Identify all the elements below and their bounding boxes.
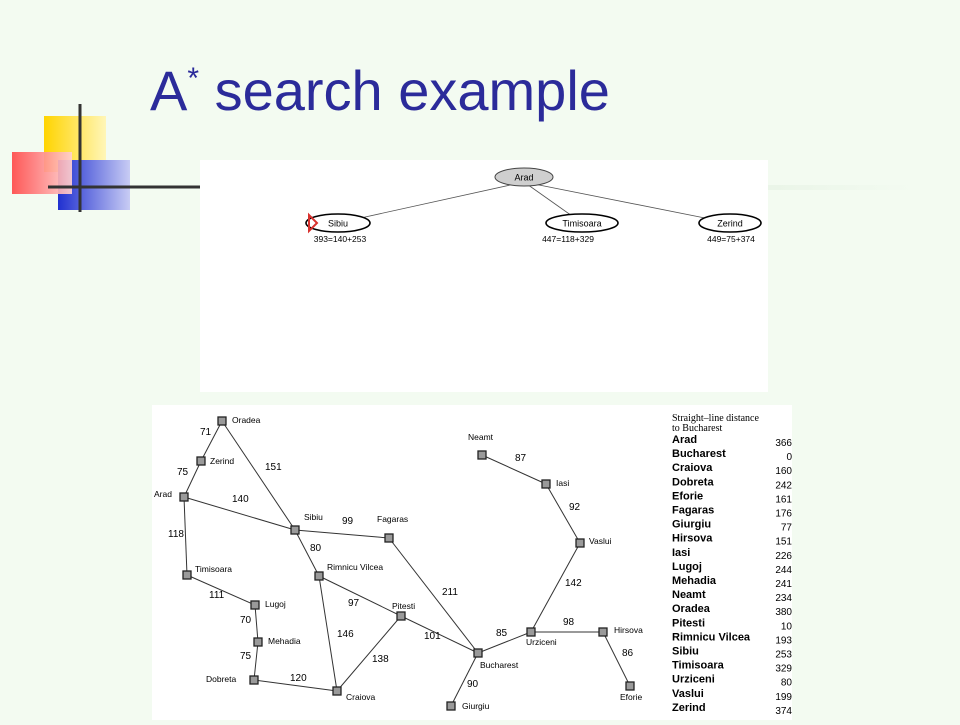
sld-row-city: Timisoara: [672, 659, 724, 672]
road-rimnicu-vilcea-pitesti: [319, 576, 401, 616]
road-distance-label: 118: [168, 529, 184, 540]
city-label-arad: Arad: [154, 489, 172, 499]
city-marker-bucharest: [474, 649, 482, 657]
road-mehadia-dobreta: [254, 642, 258, 680]
sld-row-distance: 380: [775, 607, 792, 619]
city-marker-dobreta: [250, 676, 258, 684]
sld-row-distance: 253: [775, 649, 792, 661]
city-marker-eforie: [626, 682, 634, 690]
sld-row-distance: 242: [775, 480, 792, 492]
city-marker-fagaras: [385, 534, 393, 542]
sld-row-city: Lugoj: [672, 560, 702, 573]
logo-square-yellow: [44, 116, 106, 172]
city-marker-mehadia: [254, 638, 262, 646]
road-rimnicu-vilcea-craiova: [319, 576, 337, 691]
sld-row-distance: 77: [780, 522, 792, 534]
sld-row-city: Dobreta: [672, 476, 714, 489]
road-distance-label: 90: [467, 679, 479, 690]
city-label-zerind: Zerind: [210, 456, 235, 466]
road-distance-label: 80: [310, 543, 322, 554]
road-distance-label: 120: [290, 673, 307, 684]
road-distance-label: 92: [569, 502, 581, 513]
road-oradea-sibiu: [222, 421, 295, 530]
sld-row-city: Neamt: [672, 589, 706, 602]
roads-layer: [168, 421, 634, 706]
road-distance-label: 140: [232, 494, 249, 505]
title-asterisk: *: [187, 62, 200, 95]
slide-title: [150, 58, 610, 123]
title-rest: search example: [199, 59, 610, 122]
city-label-bucharest: Bucharest: [480, 660, 519, 670]
road-distance-label: 97: [348, 598, 360, 609]
road-distance-label: 101: [424, 631, 441, 642]
search-tree: [200, 160, 768, 392]
road-distance-label: 111: [209, 590, 225, 601]
sld-row-distance: 199: [775, 691, 792, 703]
sld-row-city: Pitesti: [672, 617, 706, 630]
sld-row-distance: 329: [775, 663, 792, 675]
search-tree-panel: [200, 160, 768, 392]
road-vaslui-iasi: [546, 484, 580, 543]
road-distance-label: 98: [563, 617, 575, 628]
city-label-fagaras: Fagaras: [377, 514, 409, 524]
sld-row-distance: 193: [775, 635, 792, 647]
city-marker-arad: [180, 493, 188, 501]
city-marker-oradea: [218, 417, 226, 425]
sld-row-city: Zerind: [672, 701, 706, 714]
sld-row-distance: 374: [775, 705, 792, 717]
sld-row-city: Fagaras: [672, 504, 715, 517]
city-marker-craiova: [333, 687, 341, 695]
city-marker-neamt: [478, 451, 486, 459]
city-label-eforie: Eforie: [620, 692, 643, 702]
city-marker-sibiu: [291, 526, 299, 534]
road-distance-label: 86: [622, 648, 634, 659]
city-label-iasi: Iasi: [556, 478, 570, 488]
city-label-neamt: Neamt: [468, 432, 494, 442]
sld-table-title-line2: to Bucharest: [672, 423, 723, 434]
road-sibiu-fagaras: [295, 530, 389, 538]
city-marker-giurgiu: [447, 702, 455, 710]
sld-row-city: Urziceni: [672, 673, 715, 686]
sld-row-distance: 226: [775, 550, 792, 562]
city-label-vaslui: Vaslui: [589, 536, 612, 546]
sld-row-distance: 366: [775, 438, 792, 449]
road-hirsova-eforie: [603, 632, 630, 686]
city-label-giurgiu: Giurgiu: [462, 701, 490, 711]
road-distance-label: 70: [240, 615, 252, 626]
road-distance-label: 75: [240, 651, 252, 662]
sld-row-distance: 151: [775, 536, 792, 548]
sld-row-distance: 80: [780, 677, 792, 689]
sld-row-city: Rimnicu Vilcea: [672, 631, 751, 644]
city-marker-timisoara: [183, 571, 191, 579]
road-craiova-pitesti: [337, 616, 401, 691]
sld-row-distance: 10: [780, 621, 792, 633]
romania-map-panel: [152, 405, 792, 720]
sld-table-title-line1: Straight–line distance: [672, 413, 759, 424]
tree-edge-sibiu: [338, 182, 524, 223]
road-lugoj-mehadia: [255, 605, 258, 642]
city-marker-zerind: [197, 457, 205, 465]
sld-row-distance: 241: [775, 579, 792, 590]
sld-row-city: Bucharest: [672, 448, 726, 461]
city-label-craiova: Craiova: [346, 692, 376, 702]
tree-node-sibiu-f: 393=140+253: [313, 234, 367, 244]
city-label-oradea: Oradea: [232, 415, 261, 425]
tree-node-root-label: Arad: [514, 172, 534, 183]
sld-row-distance: 161: [775, 494, 792, 506]
road-distance-label: 211: [442, 587, 458, 598]
road-distance-label: 99: [342, 516, 354, 527]
title-main: A: [150, 59, 188, 122]
sld-row-city: Hirsova: [672, 532, 713, 545]
city-marker-pitesti: [397, 612, 405, 620]
sld-row-city: Oradea: [672, 603, 710, 616]
sld-row-distance: 244: [775, 564, 792, 576]
road-distance-label: 75: [177, 467, 189, 478]
tree-node-timisoara-f: 447=118+329: [542, 234, 594, 244]
road-distance-label: 151: [265, 462, 282, 473]
city-label-pitesti: Pitesti: [392, 601, 416, 611]
sld-row-city: Arad: [672, 434, 698, 446]
sld-row-distance: 234: [775, 593, 792, 605]
city-label-hirsova: Hirsova: [614, 625, 643, 635]
sld-row-city: Mehadia: [672, 575, 717, 587]
road-arad-timisoara: [184, 497, 187, 575]
city-label-timisoara: Timisoara: [195, 564, 232, 574]
city-marker-iasi: [542, 480, 550, 488]
road-distance-label: 87: [515, 453, 527, 464]
city-label-dobreta: Dobreta: [206, 674, 237, 684]
tree-node-zerind-f: 449=75+374: [707, 234, 755, 244]
tree-node-timisoara-label: Timisoara: [562, 218, 602, 229]
sld-row-city: Giurgiu: [672, 518, 712, 531]
road-distance-label: 142: [565, 578, 582, 589]
city-label-mehadia: Mehadia: [268, 636, 301, 646]
city-marker-lugoj: [251, 601, 259, 609]
city-marker-rimnicu-vilcea: [315, 572, 323, 580]
logo-square-blue: [58, 160, 130, 210]
road-distance-label: 138: [372, 654, 389, 665]
sld-row-distance: 176: [775, 508, 792, 520]
sld-row-city: Vaslui: [672, 687, 704, 700]
city-marker-vaslui: [576, 539, 584, 547]
sld-row-distance: 0: [786, 452, 792, 464]
city-label-lugoj: Lugoj: [265, 599, 286, 609]
sld-row-city: Iasi: [672, 546, 691, 559]
city-label-rimnicu-vilcea: Rimnicu Vilcea: [327, 562, 384, 572]
road-distance-label: 71: [200, 427, 212, 438]
road-distance-label: 146: [337, 629, 354, 640]
city-label-sibiu: Sibiu: [304, 512, 323, 522]
logo-square-red: [12, 152, 72, 194]
sld-row-distance: 160: [775, 466, 792, 478]
tree-node-sibiu-label: Sibiu: [327, 218, 349, 229]
road-iasi-neamt: [482, 455, 546, 484]
sld-row-city: Eforie: [672, 490, 704, 503]
tree-node-zerind-label: Zerind: [717, 218, 743, 229]
city-marker-hirsova: [599, 628, 607, 636]
cities-layer: [154, 415, 643, 711]
road-distance-label: 85: [496, 628, 508, 639]
sld-table: [672, 413, 792, 717]
city-label-urziceni: Urziceni: [526, 637, 557, 647]
sld-row-city: Sibiu: [672, 645, 699, 658]
city-marker-urziceni: [527, 628, 535, 636]
sld-row-city: Craiova: [672, 462, 713, 475]
romania-map: [152, 405, 792, 720]
